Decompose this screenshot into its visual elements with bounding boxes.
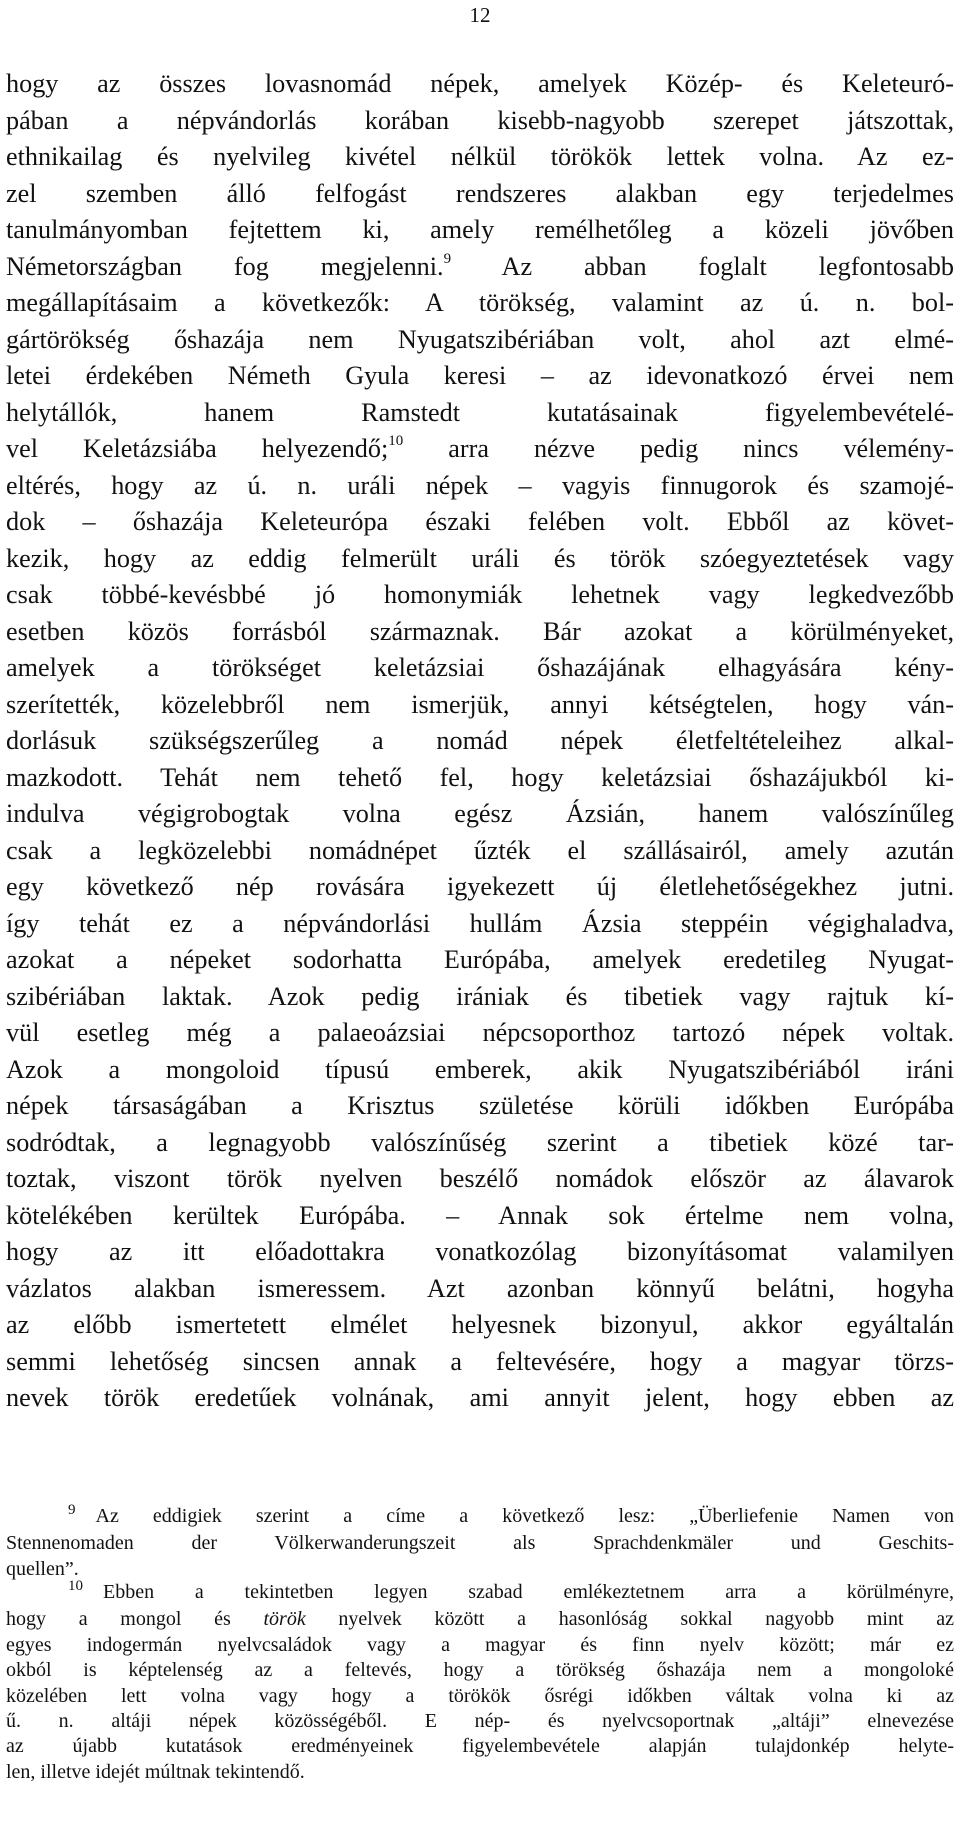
body-line: szerítették, közelebbről nem ismerjük, annyi kétségtelen, hogy ván- [6, 689, 954, 719]
footnote-ref: 10 [388, 433, 404, 450]
body-line: eltérés, hogy az ú. n. uráli népek – vagyis finnugorok és szamojé- [6, 470, 954, 500]
body-line: helytállók, hanem Ramstedt kutatásainak figyelembevételé- [6, 397, 954, 427]
body-line: zel szemben álló felfogást rendszeres alakban egy terjedelmes [6, 178, 954, 208]
footnote-line: $^9$ Az eddigiek szerint a címe a következő lesz: „Überliefenie Namen von [68, 1502, 954, 1527]
body-line: megállapításaim a következők: A törökség, valamint az ú. n. bol- [6, 288, 954, 317]
body-line: esetben közös forrásból származnak. Bár azokat a körülményeket, [6, 616, 954, 646]
italic-word: török [263, 1608, 306, 1631]
body-line: Azok a mongoloid típusú emberek, akik Nyugatszibériából iráni [6, 1054, 954, 1084]
footnote-mark: 10 [68, 1578, 83, 1594]
footnote-line: hogy a mongol és török nyelvek között a hasonlóság sokkal nagyobb mint az [6, 1608, 954, 1631]
page-number: 12 [469, 3, 491, 27]
body-text [6, 66, 954, 1417]
body-line: hogy az összes lovasnomád népek, amelyek Közép- és Keleteuró- [6, 69, 954, 98]
footnote-line: okból is képtelenség az a feltevés, hogy a törökség őshazája nem a mongoloké [6, 1659, 954, 1682]
body-line: így tehát ez a népvándorlási hullám Ázsia steppéin végighaladva, [6, 908, 954, 938]
footnote-line: Stennenomaden der Völkerwanderungszeit als Sprachdenkmäler und Geschits- [6, 1532, 954, 1555]
footnote-line: az újabb kutatások eredményeinek figyelembevétele alapján tulajdonkép helyte- [6, 1735, 954, 1758]
body-line: egy következő nép rovására igyekezett új életlehetőségekhez jutni. [6, 872, 954, 901]
body-line: dorlásuk szükségszerűleg a nomád népek életfeltételeihez alkal- [6, 726, 954, 755]
body-line: szibériában laktak. Azok pedig irániak és tibetiek vagy rajtuk kí- [6, 981, 954, 1011]
body-line: csak többé-kevésbbé jó homonymiák lehetnek vagy legkedvezőbb [6, 580, 954, 609]
body-line: indulva végigrobogtak volna egész Ázsián, hanem valószínűleg [6, 799, 954, 828]
footnote-line: egyes indogermán nyelvcsaládok vagy a magyar és finn nyelv között; már ez [6, 1633, 954, 1656]
footnote-line: ű. n. altáji népek közösségéből. E nép- és nyelvcsoportnak „altáji” elnevezése [6, 1710, 954, 1733]
body-line: amelyek a törökséget keletázsiai őshazájának elhagyására kény- [6, 653, 954, 682]
body-line: hogy az itt előadottakra vonatkozólag bizonyításomat valamilyen [6, 1237, 954, 1266]
body-line: az előbb ismertetett elmélet helyesnek bizonyul, akkor egyáltalán [6, 1310, 954, 1339]
body-line: dok – őshazája Keleteurópa északi felében volt. Ebből az követ- [6, 507, 954, 536]
body-line: gártörökség őshazája nem Nyugatszibériában volt, ahol azt elmé- [6, 324, 954, 354]
footnote-10 [6, 1580, 954, 1785]
body-line: pában a népvándorlás korában kisebb-nagyobb szerepet játszottak, [6, 105, 954, 135]
body-line: azokat a népeket sodorhatta Európába, amelyek eredetileg Nyugat- [6, 945, 954, 974]
body-line: nevek török eredetűek volnának, ami annyit jelent, hogy ebben az [6, 1383, 954, 1412]
body-line: sodródtak, a legnagyobb valószínűség szerint a tibetiek közé tar- [6, 1127, 954, 1157]
body-line: semmi lehetőség sincsen annak a feltevésére, hogy a magyar törzs- [6, 1346, 954, 1376]
footnote-9 [6, 1504, 954, 1582]
body-line: toztak, viszont török nyelven beszélő nomádok először az álavarok [6, 1164, 954, 1193]
footnote-line: közelében lett volna vagy hogy a törökök ősrégi időkben váltak volna ki az [6, 1684, 954, 1707]
body-line: kötelékében kerültek Európába. – Annak sok értelme nem volna, [6, 1200, 954, 1230]
body-line: vel Keletázsiába helyezendő;$^{10}$ arra nézve pedig nincs vélemény- [6, 433, 954, 463]
body-line: kezik, hogy az eddig felmerült uráli és török szóegyeztetések vagy [6, 543, 954, 573]
footnote-line: quellen”. [6, 1557, 79, 1580]
footnote-line: len, illetve idejét múltnak tekintendő. [6, 1760, 305, 1783]
body-line: vül esetleg még a palaeoázsiai népcsoporthoz tartozó népek voltak. [6, 1018, 954, 1047]
body-line: mazkodott. Tehát nem tehető fel, hogy keletázsiai őshazájukból ki- [6, 762, 954, 792]
body-line: népek társaságában a Krisztus születése körüli időkben Európába [6, 1091, 954, 1120]
footnote-ref: 9 [443, 250, 452, 267]
body-line: csak a legközelebbi nomádnépet űzték el szállásairól, amely azután [6, 835, 954, 865]
body-line: tanulmányomban fejtettem ki, amely remélhetőleg a közeli jövőben [6, 215, 954, 244]
body-line: vázlatos alakban ismeressem. Azt azonban könnyű belátni, hogyha [6, 1273, 954, 1303]
footnote-mark: 9 [68, 1502, 76, 1518]
body-line: letei érdekében Németh Gyula keresi – az idevonatkozó érvei nem [6, 361, 954, 390]
body-line: ethnikailag és nyelvileg kivétel nélkül törökök lettek volna. Az ez- [6, 142, 954, 171]
footnote-line: $^{10}$ Ebben a tekintetben legyen szabad emlékeztetnem arra a körülményre, [68, 1578, 954, 1603]
body-line: Németországban fog megjelenni.$^9$ Az abban foglalt legfontosabb [6, 250, 954, 281]
